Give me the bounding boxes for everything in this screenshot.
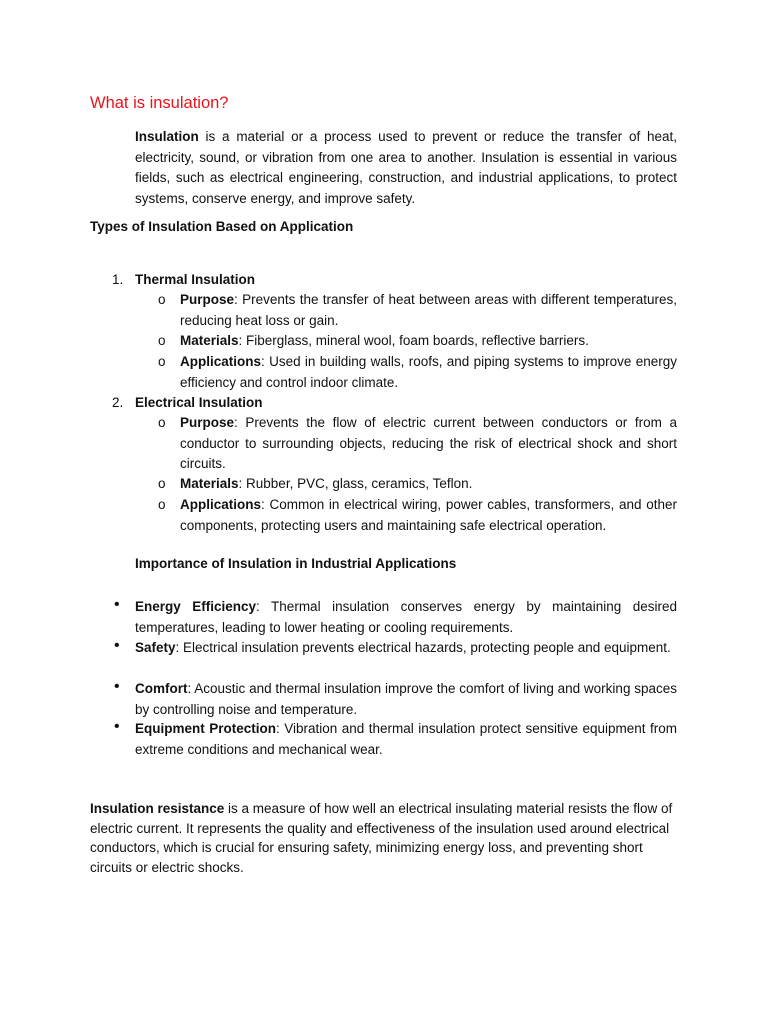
list-item [180,331,677,352]
bullet-marker: • [114,678,120,695]
list-item [180,474,677,495]
bullet-marker: • [114,637,120,654]
intro-text: is a material or a process used to prevent or reduce the transfer of heat, electricity, sound, or vibration from one area to another. Insulation is essential in various fields, such as electrical engineering, construction, and industrial applications, to protect systems, conserve energy, and improve safety. [135,129,677,206]
intro-paragraph [135,127,677,209]
bullet-marker: • [114,596,120,613]
list-marker: o [158,476,166,491]
list-marker: o [158,354,166,369]
type-name: Electrical Insulation [135,395,263,410]
item-text: : Fiberglass, mineral wool, foam boards, reflective barriers. [238,333,589,348]
importance-heading: Importance of Insulation in Industrial Applications [135,556,457,571]
item-text: : Rubber, PVC, glass, ceramics, Teflon. [238,476,473,491]
list-item [180,290,677,331]
item-label: Purpose [180,292,235,307]
type-number: 2. [112,395,124,410]
list-marker: o [158,415,166,430]
bullet-label: Equipment Protection [135,721,276,736]
bullet-label: Energy Efficiency [135,599,257,614]
list-item [180,352,677,393]
resistance-term: Insulation resistance [90,801,225,816]
resistance-text: is a measure of how well an electrical insulating material resists the flow of electric current. It represents the quality and effectiveness of the insulation used around electrical conductors, which is crucial for ensuring safety, minimizing energy loss, and preventing short circuits or electric shocks. [90,801,673,875]
bullet-item [135,597,677,638]
resistance-paragraph [90,799,680,877]
type-name: Thermal Insulation [135,272,256,287]
list-marker: o [158,497,166,512]
item-text: : Prevents the flow of electric current between conductors or from a conductor to surrounding objects, reducing the risk of electrical shock and short circuits. [180,415,677,471]
bullet-text: : Electrical insulation prevents electrical hazards, protecting people and equipment. [175,640,671,655]
bullet-item [135,638,677,659]
list-marker: o [158,292,166,307]
item-label: Materials [180,333,239,348]
item-label: Materials [180,476,239,491]
list-item [180,495,677,536]
item-label: Purpose [180,415,235,430]
item-text: : Used in building walls, roofs, and piping systems to improve energy efficiency and control indoor climate. [180,354,677,390]
types-heading: Types of Insulation Based on Application [90,219,354,234]
bullet-text: : Thermal insulation conserves energy by maintaining desired temperatures, leading to lower heating or cooling requirements. [135,599,677,635]
item-text: : Common in electrical wiring, power cables, transformers, and other components, protecting users and maintaining safe electrical operation. [180,497,677,533]
item-text: : Prevents the transfer of heat between areas with different temperatures, reducing heat loss or gain. [180,292,677,328]
list-marker: o [158,333,166,348]
intro-term: Insulation [135,129,199,144]
bullet-item [135,719,677,760]
bullet-text: : Acoustic and thermal insulation improve the comfort of living and working spaces by controlling noise and temperature. [135,681,677,717]
list-item [180,413,677,475]
bullet-text: : Vibration and thermal insulation protect sensitive equipment from extreme conditions and mechanical wear. [135,721,677,757]
item-label: Applications [180,354,262,369]
bullet-marker: • [114,718,120,735]
item-label: Applications [180,497,262,512]
bullet-label: Safety [135,640,176,655]
type-number: 1. [112,272,124,287]
page-title: What is insulation? [90,94,229,112]
bullet-label: Comfort [135,681,188,696]
bullet-item [135,679,677,720]
